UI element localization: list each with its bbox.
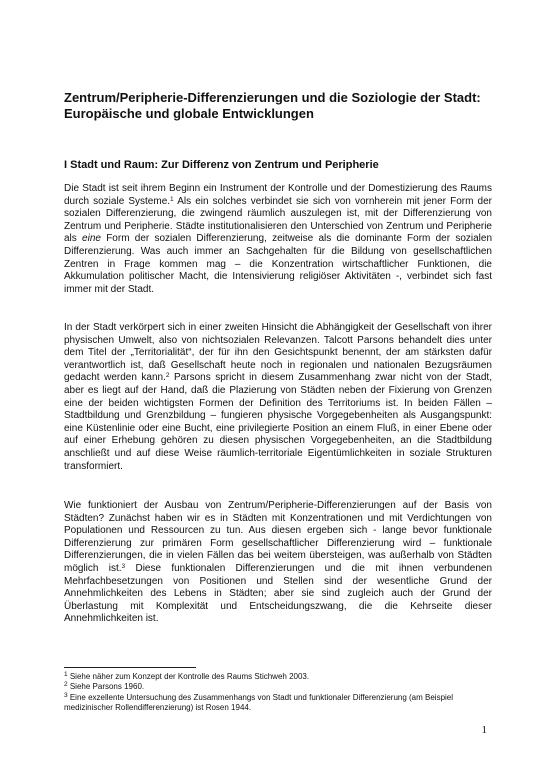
footnote-ref-1[interactable]: 1 [170, 195, 174, 203]
footnote-ref-3[interactable]: 3 [121, 562, 126, 570]
footnote-item [64, 682, 492, 692]
paragraph-text: Diese funktionalen Differenzierungen und die mit ihnen verbundenen Mehrfachbesetzungen von Positionen und Stellen sind der wesentliche Grund der Annehmlichkeiten des Lebens in Städten; aber sie sind zugleich auch der Grund der Überlastung mit Komplexität und Entscheidungszwang, die die Kehrseite dieser Annehmlichkeiten ist. [64, 562, 493, 625]
footnote-mark: 1 [64, 671, 68, 678]
footnote-text: Siehe näher zum Konzept der Kontrolle des Raums Stichweh 2003. [67, 672, 310, 681]
footnote-item [64, 672, 492, 682]
section-heading: I Stadt und Raum: Zur Differenz von Zentrum und Peripherie [64, 159, 379, 171]
paragraph-text: Als ein solches verbindet sie sich von vornherein mit jener Form der sozialen Differenzierung, die zwingend räumlich auszulegen ist, mit der Differenzierung von Zentrum und Peripherie. Städte institutionalisieren den Unterschied von Zentrum und Peripherie als [64, 195, 492, 245]
footnote-mark: 2 [64, 681, 68, 689]
paragraph-text: Wie funktioniert der Ausbau von Zentrum/Peripherie-Differenzierungen auf der Basis von Städten? Zunächst haben wir es in Städten mit Konzentrationen und mit Verdichtungen von Populationen und Ressourcen zu tun. Aus diesen ergeben sich - lange bevor funktionale Differenzierung zur primären Form gesellschaftlicher Differenzierung wird – funktionale Differenzierungen, die in vielen Fällen das bei weitem übersteigen, was außerhalb von Städten möglich ist. [64, 500, 492, 574]
footnote-item [64, 693, 492, 714]
paragraph-1 [64, 183, 492, 296]
paragraph-text: Parsons spricht in diesem Zusammenhang zwar nicht von der Stadt, aber es liegt auf der Hand, daß die Plazierung von Städten neben der Fixierung von Grenzen eine der beiden wichtigsten Formen der Definition des Territoriums ist. In beiden Fällen – Stadtbildung und Grenzbildung – fungieren physische Vorgegebenheiten als Ausgangspunkt: eine Küstenlinie oder eine Bucht, eine privilegierte Position an einem Fluß, in einer Ebene oder auf einer Erhebung gehören zu diesen physischen Vorgegebenheiten, an die Stadtbildung anschließt und auf diese Weise räumlich-territoriale Eigentümlichkeiten in soziale Strukturen transformiert. [64, 372, 492, 472]
paragraph-text: In der Stadt verkörpert sich in einer zweiten Hinsicht die Abhängigkeit der Gesellschaft von ihrer physischen Umwelt, also von nichtsozialen Relevanzen. Talcott Parsons behandelt dies unter dem Titel der „Territorialität“, der für ihn den Gesichtspunkt benennt, der am stärksten dafür verantwortlich ist, daß Gesellschaft heute noch in regionalen und nationalen Bezugsräumen gedacht werden kann. [64, 322, 492, 384]
paragraph-3 [64, 500, 492, 626]
paragraph-text: Form der sozialen Differenzierung, zeitweise als die dominante Form der sozialen Differenzierung. Was auch immer an Sachgehalten für die Bildung von gesellschaftlichen Zentren in Frage kommen mag – die Konzentration wirtschaftlicher Funktionen, die Akkumulation politischer Macht, die Intensivierung religiöser Aktivitäten -, verbindet sich fast immer mit der Stadt. [64, 233, 493, 295]
footnote-text: Siehe Parsons 1960. [67, 682, 145, 692]
footnote-mark: 3 [64, 691, 68, 699]
footnotes [64, 672, 492, 713]
page-title: Zentrum/Peripherie-Differenzierungen und die Soziologie der Stadt: Europäische und globale Entwicklungen [64, 90, 481, 121]
paragraph-2 [64, 322, 492, 473]
footnote-ref-2[interactable]: 2 [165, 372, 170, 380]
page-number: 1 [481, 724, 487, 736]
paragraph-text: Die Stadt ist seit ihrem Beginn ein Instrument der Kontrolle und der Domestizierung des Raums durch soziale Systeme. [64, 183, 492, 207]
footnote-text: Eine exzellente Untersuchung des Zusammenhangs von Stadt und funktionaler Differenzierung (am Beispiel medizinischer Rollendifferenzierung) ist Rosen 1944. [64, 692, 454, 712]
emphasis-text: eine [82, 233, 101, 245]
footnote-separator [64, 667, 196, 668]
